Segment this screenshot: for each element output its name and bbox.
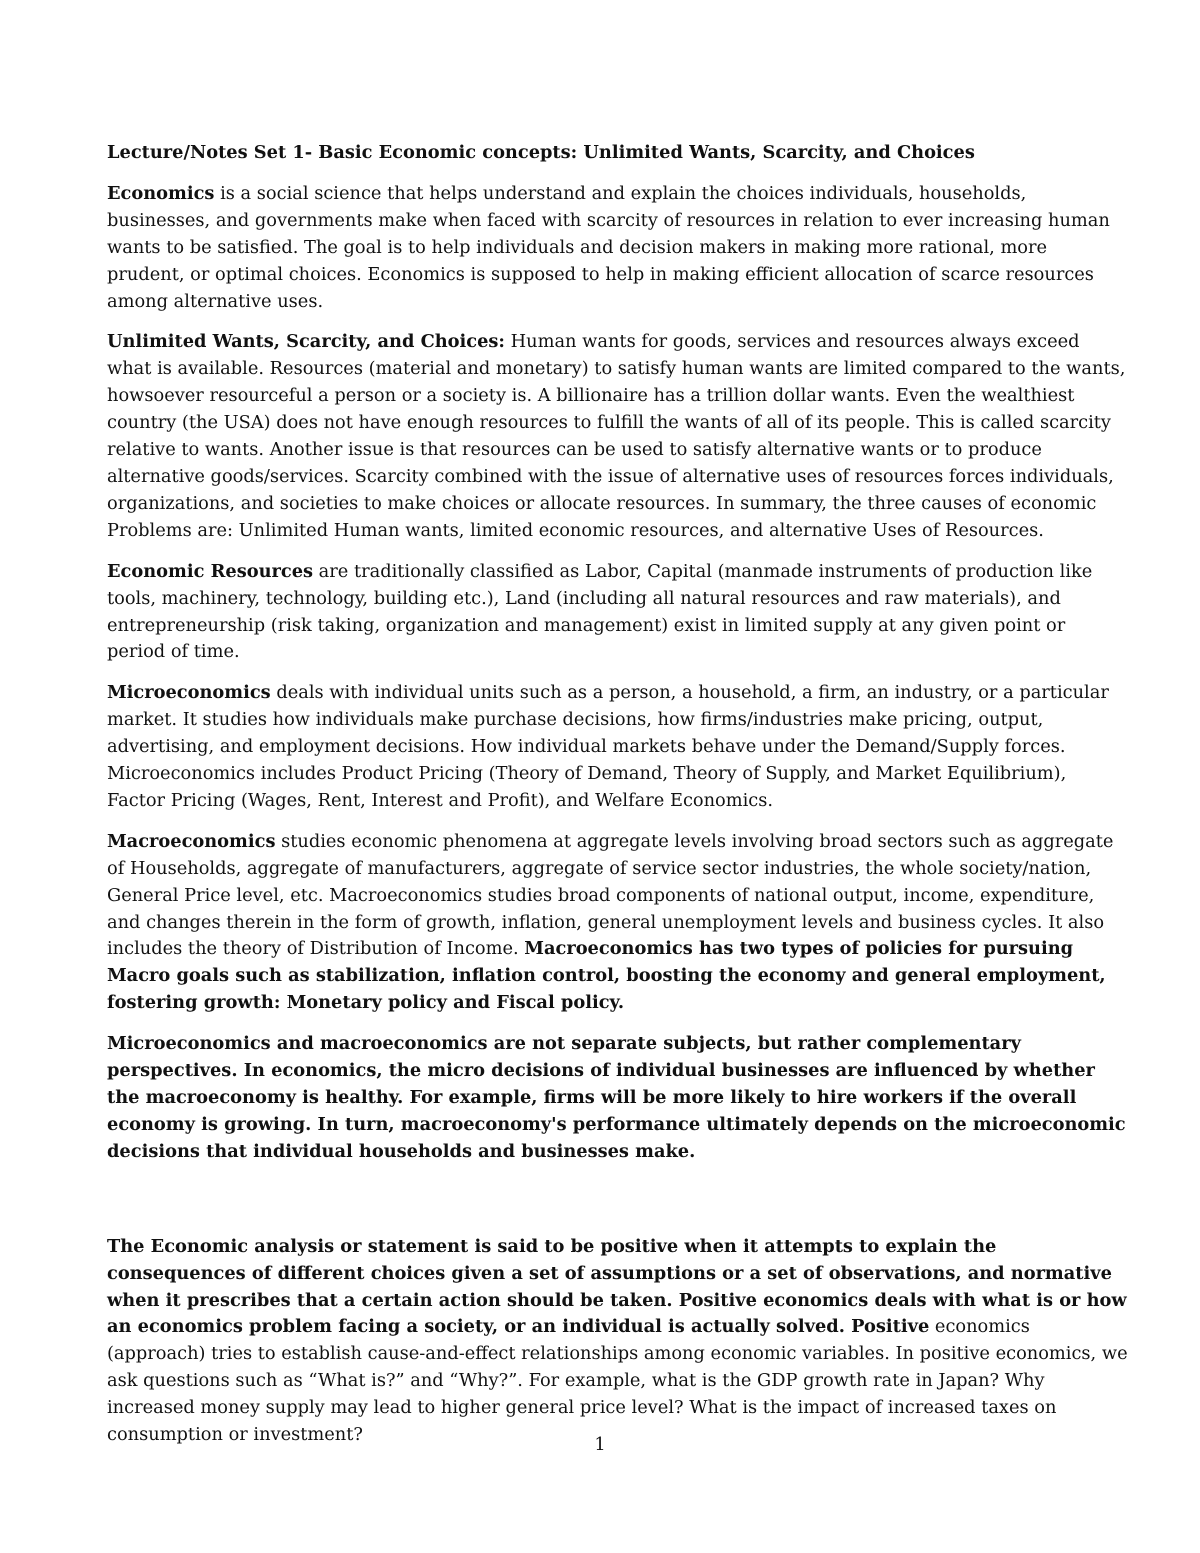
macroeconomics-text: studies economic phenomena at aggregate levels involving broad sectors such as aggregate of Households, aggregate of manufacturers, aggregate of service sector industries, the whole society/nation, General Price level, etc. Macroeconomics studies broad components of national output, income, expenditure, and changes therein in the form of growth, inflation, general unemployment levels and business cycles. It also includes the theory of Distribution of Income. (107, 830, 1114, 960)
document-page (107, 140, 1129, 1463)
paragraph-microeconomics (107, 680, 1129, 815)
paragraph-economics (107, 181, 1129, 316)
term-economics: Economics (107, 182, 215, 204)
macroeconomics-policies-text: Macroeconomics has two types of policies for pursuing Macro goals such as stabilization, inflation control, boosting the economy and general employment, fostering growth: Monetary policy and Fiscal policy. (107, 938, 1106, 1014)
positive-text: economics (approach) tries to establish cause-and-effect relationships among economic variables. In positive economics, we ask questions such as “What is?” and “Why?”. For example, what is the GDP growth rate in Japan? Why increased money supply may lead to higher general price level? What is the impact of increased taxes on consumption or investment? (107, 1316, 1128, 1446)
paragraph-unlimited-wants (107, 329, 1129, 544)
term-macroeconomics: Macroeconomics (107, 830, 276, 852)
economic-resources-text: are traditionally classified as Labor, Capital (manmade instruments of production like tools, machinery, technology, building etc.), Land (including all natural resources and raw materials), and entrepreneurship (risk taking, organization and management) exist in limited supply at any given point or period of time. (107, 560, 1093, 663)
term-economic-resources: Economic Resources (107, 560, 314, 582)
paragraph-gap (107, 1180, 1129, 1234)
term-microeconomics: Microeconomics (107, 682, 271, 704)
page-number: 1 (594, 1434, 606, 1455)
paragraph-complementary (107, 1031, 1129, 1166)
positive-bold-text: The Economic analysis or statement is said to be positive when it attempts to explain the consequences of different choices given a set of assumptions or a set of observations, and normative when it prescribes that a certain action should be taken. Positive economics deals with what is or how an economics problem facing a society, or an individual is actually solved. Positive (107, 1235, 1127, 1338)
document-title: Lecture/Notes Set 1- Basic Economic concepts: Unlimited Wants, Scarcity, and Choices (107, 142, 975, 163)
complementary-text: Microeconomics and macroeconomics are not separate subjects, but rather complementary perspectives. In economics, the micro decisions of individual businesses are influenced by whether the macroeconomy is healthy. For example, firms will be more likely to hire workers if the overall economy is growing. In turn, macroeconomy's performance ultimately depends on the microeconomic decisions that individual households and businesses make. (107, 1033, 1126, 1162)
paragraph-economic-resources (107, 559, 1129, 667)
microeconomics-text: deals with individual units such as a person, a household, a firm, an industry, or a particular market. It studies how individuals make purchase decisions, how firms/industries make pricing, output, advertising, and employment decisions. How individual markets behave under the Demand/Supply forces. Microeconomics includes Product Pricing (Theory of Demand, Theory of Supply, and Market Equilibrium), Factor Pricing (Wages, Rent, Interest and Profit), and Welfare Economics. (107, 682, 1109, 811)
economics-text: is a social science that helps understand and explain the choices individuals, households, businesses, and governments make when faced with scarcity of resources in relation to ever increasing human wants to be satisfied. The goal is to help individuals and decision makers in making more rational, more prudent, or optimal choices. Economics is supposed to help in making efficient allocation of scarce resources among alternative uses. (107, 182, 1110, 312)
term-unlimited-wants: Unlimited Wants, Scarcity, and Choices: (107, 331, 505, 353)
paragraph-positive-economics (107, 1234, 1129, 1449)
unlimited-wants-text: Human wants for goods, services and resources always exceed what is available. Resources (material and monetary) to satisfy human wants are limited compared to the wants, howsoever resourceful a person or a society is. A billionaire has a trillion dollar wants. Even the wealthiest country (the USA) does not have enough resources to fulfill the wants of all of its people. This is called scarcity relative to wants. Another issue is that resources can be used to satisfy alternative wants or to produce alternative goods/services. Scarcity combined with the issue of alternative uses of resources forces individuals, organizations, and societies to make choices or allocate resources. In summary, the three causes of economic Problems are: Unlimited Human wants, limited economic resources, and alternative Uses of Resources. (107, 331, 1126, 541)
paragraph-macroeconomics (107, 829, 1129, 1017)
